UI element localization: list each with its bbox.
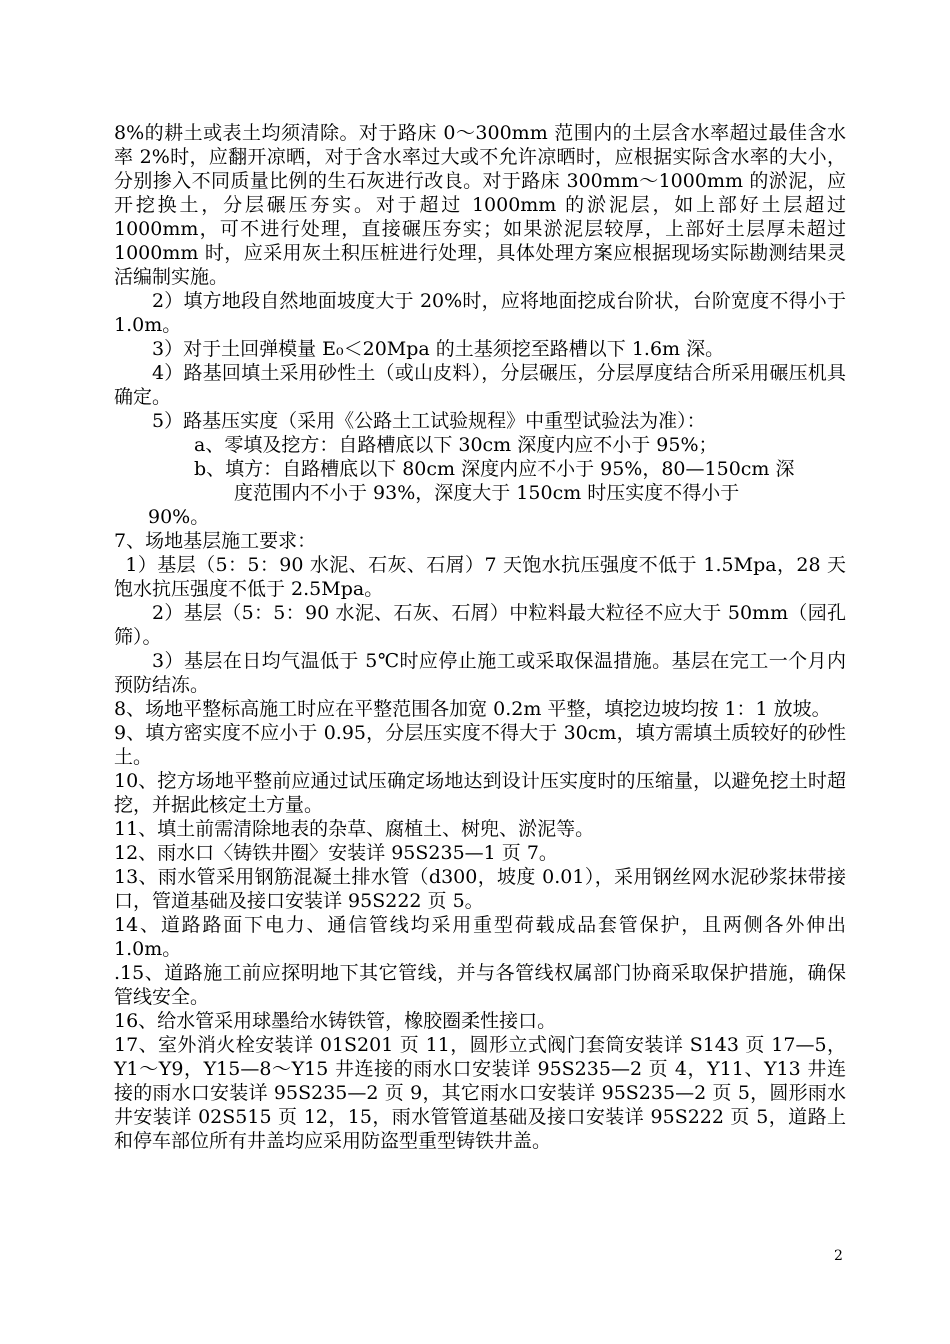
- paragraph-backfill: 4）路基回填土采用砂性土（或山皮料），分层碾压，分层厚度结合所采用碾压机具确定。: [114, 362, 846, 408]
- paragraph-fill-slope: 2）填方地段自然地面坡度大于 20%时，应将地面挖成台阶状，台阶宽度不得小于 1.0m。: [114, 290, 846, 336]
- paragraph-base-strength: 1）基层（5：5：90 水泥、石灰、石屑）7 天饱水抗压强度不低于 1.5Mpa，28 天饱水抗压强度不低于 2.5Mpa。: [114, 554, 846, 600]
- paragraph-compaction: 5）路基压实度（采用《公路土工试验规程》中重型试验法为准）：: [152, 410, 706, 432]
- paragraph-compaction-b-line3: 90%。: [148, 506, 210, 528]
- paragraph-compaction-b-line2: 度范围内不小于 93%，深度大于 150cm 时压实度不得小于: [234, 482, 740, 504]
- paragraph-compaction-b-line1: b、填方：自路槽底以下 80cm 深度内应不小于 95%，80—150cm 深: [194, 458, 795, 480]
- paragraph-rebound-modulus: 3）对于土回弹模量 E₀＜20Mpa 的土基须挖至路槽以下 1.6m 深。: [152, 338, 725, 360]
- paragraph-item-11: 11、填土前需清除地表的杂草、腐植土、树兜、淤泥等。: [114, 818, 595, 840]
- document-body: [114, 121, 846, 1153]
- heading-base-requirements: 7、场地基层施工要求：: [114, 530, 317, 552]
- paragraph-item-13: 13、雨水管采用钢筋混凝土排水管（d300，坡度 0.01），采用钢丝网水泥砂浆抹带接口，管道基础及接口安装详 95S222 页 5。: [114, 866, 846, 912]
- page-number: 2: [834, 1248, 843, 1264]
- paragraph-item-14: 14、道路路面下电力、通信管线均采用重型荷载成品套管保护，且两侧各外伸出 1.0m。: [114, 914, 846, 960]
- paragraph-soil-clearing: 8%的耕土或表土均须清除。对于路床 0～300mm 范围内的土层含水率超过最佳含水率 2%时，应翻开凉晒，对于含水率过大或不允许凉晒时，应根据实际含水率的大小，分别掺入不同质量比例的生石灰进行改良。对于路床 300mm～1000mm 的淤泥，应开挖换土，分层碾压夯实。对于超过 1000mm 的淤泥层，如上部好土层超过 1000mm，可不进行处理，直接碾压夯实；如果淤泥层较厚，上部好土层厚未超过 1000mm 时，应采用灰土积压桩进行处理，具体处理方案应根据现场实际勘测结果灵活编制实施。: [114, 122, 846, 288]
- paragraph-item-8: 8、场地平整标高施工时应在平整范围各加宽 0.2m 平整，填挖边坡均按 1：1 放坡。: [114, 698, 831, 720]
- paragraph-item-9: 9、填方密实度不应小于 0.95，分层压实度不得大于 30cm，填方需填土质较好的砂性土。: [114, 722, 846, 768]
- paragraph-base-particle: 2）基层（5：5：90 水泥、石灰、石屑）中粒料最大粒径不应大于 50mm（园孔筛）。: [114, 602, 846, 648]
- paragraph-item-16: 16、给水管采用球墨给水铸铁管，橡胶圈柔性接口。: [114, 1010, 557, 1032]
- paragraph-item-12: 12、雨水口〈铸铁井圈〉安装详 95S235—1 页 7。: [114, 842, 558, 864]
- paragraph-base-temperature: 3）基层在日均气温低于 5℃时应停止施工或采取保温措施。基层在完工一个月内预防结冻。: [114, 650, 846, 696]
- paragraph-item-10: 10、挖方场地平整前应通过试压确定场地达到设计压实度时的压缩量，以避免挖土时超挖，并据此核定土方量。: [114, 770, 846, 816]
- paragraph-compaction-a: a、零填及挖方：自路槽底以下 30cm 深度内应不小于 95%；: [194, 434, 718, 456]
- paragraph-item-15: .15、道路施工前应探明地下其它管线，并与各管线权属部门协商采取保护措施，确保管线安全。: [114, 962, 846, 1008]
- paragraph-item-17: 17、室外消火栓安装详 01S201 页 11，圆形立式阀门套筒安装详 S143 页 17—5，Y1～Y9，Y15—8～Y15 井连接的雨水口安装详 95S235—2 页 4，Y11、Y13 井连接的雨水口安装详 95S235—2 页 9，其它雨水口安装详 95S235—2 页 5，圆形雨水井安装详 02S515 页 12，15，雨水管管道基础及接口安装详 95S222 页 5，道路上和停车部位所有井盖均应采用防盗型重型铸铁井盖。: [114, 1034, 846, 1152]
